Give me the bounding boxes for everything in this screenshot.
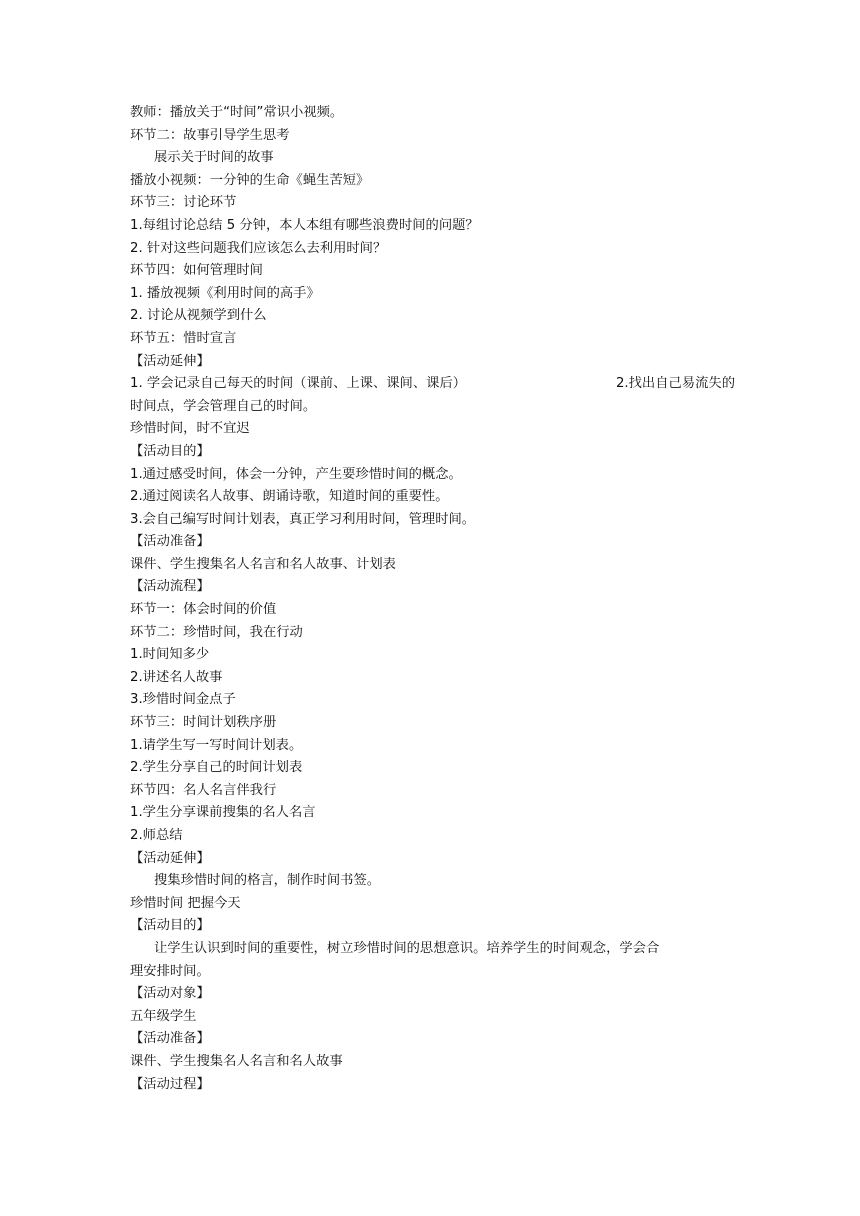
document-body <box>130 102 735 1096</box>
list-item: 1.每组讨论总结 5 分钟，本人本组有哪些浪费时间的问题？ <box>130 217 479 233</box>
split-line <box>130 373 735 396</box>
section-heading: 环节五：惜时宣言 <box>130 330 237 346</box>
list-item: 2.通过阅读名人故事、朗诵诗歌，知道时间的重要性。 <box>130 489 449 505</box>
text-line: 课件、学生搜集名人名言和名人故事 <box>130 1053 343 1069</box>
list-item: 2. 讨论从视频学到什么 <box>130 308 267 324</box>
text-line: 展示关于时间的故事 <box>154 150 274 166</box>
text-line: 教师：播放关于“时间”常识小视频。 <box>130 105 344 120</box>
bracket-heading: 【活动过程】 <box>130 1076 210 1092</box>
list-item: 3.珍惜时间金点子 <box>130 692 236 708</box>
subtitle: 珍惜时间 把握今天 <box>130 895 241 911</box>
list-item: 1.学生分享课前搜集的名人名言 <box>130 805 316 821</box>
bracket-heading: 【活动准备】 <box>130 534 210 550</box>
text-line: 理安排时间。 <box>130 963 210 979</box>
list-item: 2.讲述名人故事 <box>130 669 223 685</box>
list-item: 2.找出自己易流失的 <box>615 376 735 392</box>
list-item: 2.师总结 <box>130 828 183 843</box>
list-item: 1.请学生写一写时间计划表。 <box>130 737 303 753</box>
section-heading: 环节二：故事引导学生思考 <box>130 127 290 143</box>
text-line: 课件、学生搜集名人名言和名人故事、计划表 <box>130 556 396 572</box>
section-heading: 环节一：体会时间的价值 <box>130 602 277 618</box>
list-item: 1.通过感受时间，体会一分钟，产生要珍惜时间的概念。 <box>130 466 462 482</box>
text-line: 播放小视频：一分钟的生命《蝇生苦短》 <box>130 172 370 188</box>
list-item: 1. 学会记录自己每天的时间（课前、上课、课间、课后） <box>130 376 467 392</box>
bracket-heading: 【活动对象】 <box>130 986 210 1002</box>
bracket-heading: 【活动目的】 <box>130 443 210 459</box>
bracket-heading: 【活动延伸】 <box>130 353 210 369</box>
bracket-heading: 【活动流程】 <box>130 579 210 595</box>
section-heading: 环节三：时间计划秩序册 <box>130 715 277 731</box>
list-item: 3.会自己编写时间计划表，真正学习利用时间，管理时间。 <box>130 511 476 527</box>
text-line: 五年级学生 <box>130 1008 197 1024</box>
list-item: 2.学生分享自己的时间计划表 <box>130 760 303 776</box>
section-heading: 环节二：珍惜时间，我在行动 <box>130 624 303 640</box>
bracket-heading: 【活动目的】 <box>130 918 210 934</box>
section-heading: 环节四：如何管理时间 <box>130 263 263 279</box>
section-heading: 环节四：名人名言伴我行 <box>130 782 277 798</box>
subtitle: 珍惜时间，时不宜迟 <box>130 421 250 437</box>
bracket-heading: 【活动延伸】 <box>130 850 210 866</box>
bracket-heading: 【活动准备】 <box>130 1031 210 1047</box>
text-line: 让学生认识到时间的重要性，树立珍惜时间的思想意识。培养学生的时间观念，学会合 <box>154 940 660 956</box>
section-heading: 环节三：讨论环节 <box>130 195 237 211</box>
list-item: 1.时间知多少 <box>130 647 210 663</box>
text-line: 时间点，学会管理自己的时间。 <box>130 398 317 414</box>
list-item: 1. 播放视频《利用时间的高手》 <box>130 285 320 301</box>
text-line: 搜集珍惜时间的格言，制作时间书签。 <box>154 873 381 889</box>
list-item: 2. 针对这些问题我们应该怎么去利用时间？ <box>130 240 387 256</box>
